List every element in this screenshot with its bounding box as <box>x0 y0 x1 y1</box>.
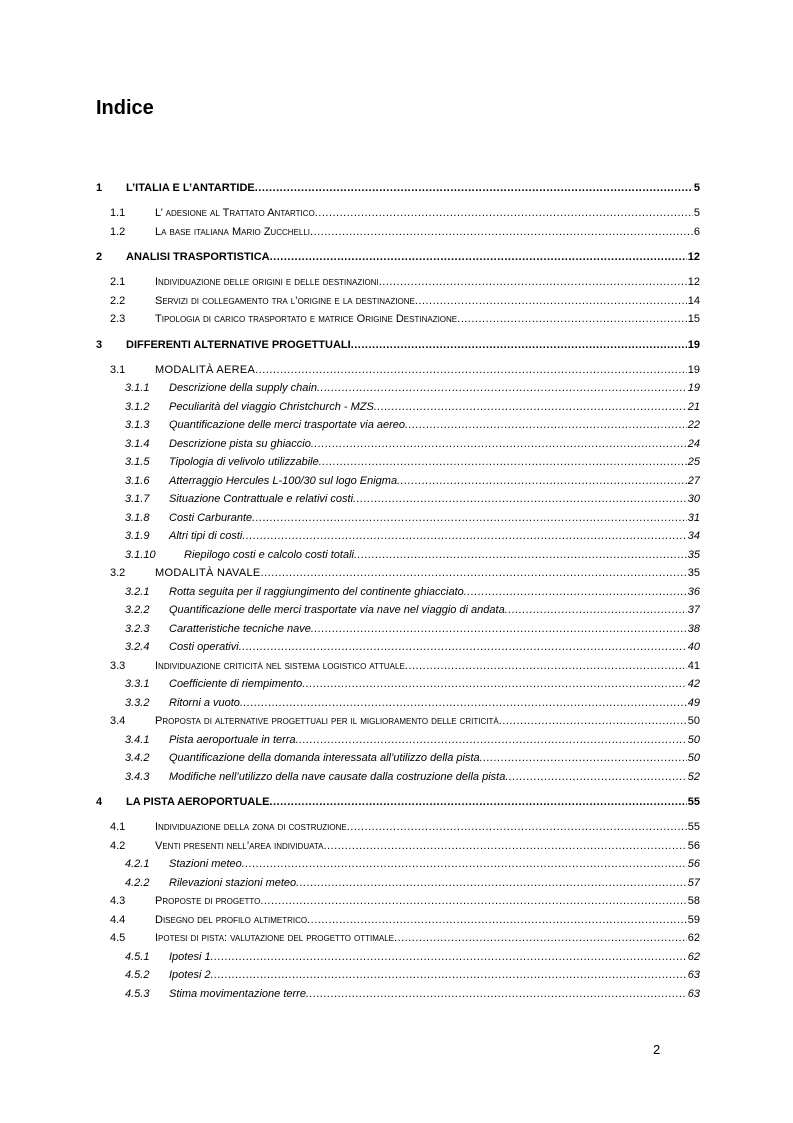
toc-number: 3.1.7 <box>125 493 150 505</box>
toc-text: DIFFERENTI ALTERNATIVE PROGETTUALI <box>126 338 351 351</box>
toc-entry-level2[interactable] <box>96 292 700 311</box>
toc-text: L’ITALIA E L’ANTARTIDE <box>126 182 255 194</box>
toc-text: Coefficiente di riempimento <box>169 678 303 690</box>
toc-text: Individuazione delle origini e delle destinazioni <box>155 276 379 288</box>
toc-entry-level2[interactable] <box>96 911 700 930</box>
toc-number: 4.3 <box>110 895 126 907</box>
toc-text: Servizi di collegamento tra l’origine e la destinazione <box>155 294 415 307</box>
toc-page: 27 <box>687 474 700 487</box>
toc-entry-level3[interactable] <box>96 874 700 893</box>
toc-text: Peculiarità del viaggio Christchurch - MZS <box>169 400 374 413</box>
toc-page: 57 <box>687 876 700 889</box>
toc-number: 3.1.10 <box>125 548 156 561</box>
toc-text: La base italiana Mario Zucchelli <box>155 225 311 238</box>
toc-text: Ipotesi di pista: valutazione del progetto ottimale <box>155 932 395 944</box>
toc-text: Quantificazione delle merci trasportate via aereo <box>169 419 406 431</box>
toc-entry-level3[interactable] <box>96 749 700 768</box>
toc-page: 41 <box>687 659 700 672</box>
toc-text: Disegno del profilo altimetrico <box>155 913 308 926</box>
toc-entry-level2[interactable] <box>96 929 700 948</box>
toc-text: Descrizione della supply chain <box>169 382 317 394</box>
table-of-contents <box>96 172 700 1003</box>
toc-entry-level3[interactable] <box>96 675 700 694</box>
toc-entry-level3[interactable] <box>96 416 700 435</box>
toc-text: Ipotesi 2 <box>169 969 211 981</box>
toc-number: 3.4 <box>110 715 126 727</box>
toc-entry-level1[interactable] <box>96 247 700 267</box>
toc-page: 49 <box>687 696 700 709</box>
toc-text: Modifiche nell’utilizzo della nave causate dalla costruzione della pista <box>169 770 506 783</box>
toc-entry-level1[interactable] <box>96 178 700 198</box>
toc-page: 50 <box>687 752 700 764</box>
toc-entry-level3[interactable] <box>96 490 700 509</box>
toc-number: 3.2.1 <box>125 585 150 598</box>
toc-entry-level3[interactable] <box>96 694 700 713</box>
toc-number: 3.4.3 <box>125 770 150 783</box>
toc-number: 4 <box>96 796 103 808</box>
toc-text: L’ adesione al Trattato Antartico <box>155 207 315 219</box>
toc-text: Stazioni meteo <box>169 858 242 870</box>
toc-page: 50 <box>687 733 700 746</box>
toc-entry-level3[interactable] <box>96 583 700 602</box>
toc-entry-level2[interactable] <box>96 892 700 911</box>
toc-page: 37 <box>687 604 700 616</box>
toc-page: 22 <box>687 419 700 431</box>
toc-number: 3.2.2 <box>125 604 150 616</box>
toc-entry-level3[interactable] <box>96 472 700 491</box>
toc-number: 3.2.4 <box>125 641 150 653</box>
toc-entry-level3[interactable] <box>96 620 700 639</box>
toc-number: 4.5.3 <box>125 987 150 1000</box>
toc-entry-level3[interactable] <box>96 966 700 985</box>
toc-text: Stima movimentazione terre <box>169 987 306 1000</box>
toc-text: Tipologia di velivolo utilizzabile <box>169 456 319 468</box>
toc-number: 4.1 <box>110 821 126 833</box>
toc-page: 42 <box>687 678 700 690</box>
toc-text: MODALITÀ NAVALE <box>155 567 261 579</box>
toc-page: 55 <box>687 821 700 833</box>
toc-number: 3.1 <box>110 363 126 376</box>
toc-entry-level3[interactable] <box>96 527 700 546</box>
toc-text: Costi operativi <box>169 641 239 653</box>
toc-text: Rotta seguita per il raggiungimento del continente ghiacciato <box>169 585 464 598</box>
toc-page: 35 <box>687 548 700 561</box>
toc-page: 38 <box>687 622 700 635</box>
toc-page: 40 <box>687 641 700 653</box>
toc-number: 4.5 <box>110 932 126 944</box>
toc-page: 50 <box>687 715 700 727</box>
toc-text: Descrizione pista su ghiaccio <box>169 437 311 450</box>
toc-text: MODALITÀ AEREA <box>155 363 256 376</box>
toc-number: 2.3 <box>110 313 126 325</box>
toc-number: 3.1.9 <box>125 530 150 542</box>
toc-number: 3.1.3 <box>125 419 150 431</box>
toc-number: 4.4 <box>110 913 126 926</box>
toc-text: Costi Carburante <box>169 511 253 524</box>
toc-text: Altri tipi di costi <box>169 530 243 542</box>
toc-entry-level2[interactable] <box>96 564 700 583</box>
toc-entry-level3[interactable] <box>96 435 700 454</box>
toc-page: 31 <box>687 511 700 524</box>
toc-number: 3.1.6 <box>125 474 150 487</box>
toc-entry-level3[interactable] <box>96 768 700 787</box>
toc-entry-level2[interactable] <box>96 657 700 676</box>
toc-page: 5 <box>693 182 700 194</box>
toc-page: 24 <box>687 437 700 450</box>
toc-text: LA PISTA AEROPORTUALE <box>126 796 270 808</box>
toc-entry-level3[interactable] <box>96 985 700 1004</box>
toc-page: 52 <box>687 770 700 783</box>
toc-entry-level3[interactable] <box>96 731 700 750</box>
toc-page: 56 <box>687 858 700 870</box>
toc-entry-level2[interactable] <box>96 273 700 292</box>
toc-page: 62 <box>687 932 700 944</box>
toc-text: Riepilogo costi e calcolo costi totali <box>184 548 354 561</box>
toc-page: 56 <box>687 839 700 852</box>
toc-entry-level3[interactable] <box>96 453 700 472</box>
toc-page: 34 <box>687 530 700 542</box>
toc-entry-level2[interactable] <box>96 223 700 242</box>
toc-number: 2.1 <box>110 276 126 288</box>
toc-entry-level2[interactable] <box>96 361 700 380</box>
toc-number: 3.3 <box>110 659 126 672</box>
toc-entry-level2[interactable] <box>96 712 700 731</box>
toc-number: 2.2 <box>110 294 126 307</box>
toc-page: 62 <box>687 950 700 963</box>
toc-entry-level1[interactable] <box>96 792 700 812</box>
toc-number: 3.3.2 <box>125 696 150 709</box>
toc-number: 4.2 <box>110 839 126 852</box>
toc-number: 3.3.1 <box>125 678 150 690</box>
toc-number: 3.1.8 <box>125 511 150 524</box>
toc-number: 3.1.4 <box>125 437 150 450</box>
toc-number: 3.1.2 <box>125 400 150 413</box>
toc-number: 2 <box>96 251 103 263</box>
toc-number: 3.2.3 <box>125 622 150 635</box>
toc-entry-level3[interactable] <box>96 601 700 620</box>
toc-page: 55 <box>687 796 700 808</box>
toc-page: 63 <box>687 987 700 1000</box>
toc-page: 36 <box>687 585 700 598</box>
toc-text: Caratteristiche tecniche nave <box>169 622 311 635</box>
toc-text: Pista aeroportuale in terra <box>169 733 296 746</box>
toc-number: 4.2.1 <box>125 858 150 870</box>
toc-entry-level3[interactable] <box>96 398 700 417</box>
toc-page: 30 <box>687 493 700 505</box>
toc-entry-level2[interactable] <box>96 310 700 329</box>
toc-text: Proposte di progetto <box>155 895 261 907</box>
toc-text: Quantificazione della domanda interessata all’utilizzo della pista <box>169 752 480 764</box>
toc-entry-level2[interactable] <box>96 818 700 837</box>
toc-page: 5 <box>693 207 700 219</box>
toc-entry-level3[interactable] <box>96 948 700 967</box>
toc-number: 3.4.1 <box>125 733 150 746</box>
toc-number: 1 <box>96 182 103 194</box>
toc-number: 1.1 <box>110 207 126 219</box>
toc-page: 19 <box>687 338 700 351</box>
toc-number: 4.5.2 <box>125 969 150 981</box>
toc-page: 12 <box>687 276 700 288</box>
toc-page: 63 <box>687 969 700 981</box>
toc-text: Individuazione della zona di costruzione <box>155 821 347 833</box>
toc-entry-level3[interactable] <box>96 855 700 874</box>
toc-number: 4.2.2 <box>125 876 150 889</box>
toc-text: Proposta di alternative progettuali per il miglioramento delle criticità <box>155 715 499 727</box>
toc-page: 6 <box>693 225 700 238</box>
toc-text: Ritorni a vuoto <box>169 696 240 709</box>
toc-text: Atterraggio Hercules L-100/30 sul logo Enigma <box>169 474 398 487</box>
toc-number: 3.1.1 <box>125 382 150 394</box>
toc-page: 58 <box>687 895 700 907</box>
toc-page: 12 <box>687 251 700 263</box>
toc-page: 59 <box>687 913 700 926</box>
toc-text: Individuazione criticità nel sistema logistico attuale <box>155 659 405 672</box>
toc-page: 21 <box>687 400 700 413</box>
toc-text: Situazione Contrattuale e relativi costi <box>169 493 354 505</box>
toc-number: 3 <box>96 338 103 351</box>
toc-text: Venti presenti nell’area individuata <box>155 839 324 852</box>
page-title: Indice <box>96 97 154 119</box>
toc-entry-level3[interactable] <box>96 379 700 398</box>
toc-page: 14 <box>687 294 700 307</box>
toc-text: Tipologia di carico trasportato e matrice Origine Destinazione <box>155 313 458 325</box>
toc-entry-level3[interactable] <box>96 638 700 657</box>
toc-page: 25 <box>687 456 700 468</box>
toc-entry-level2[interactable] <box>96 204 700 223</box>
toc-entry-level3[interactable] <box>96 546 700 565</box>
toc-entry-level2[interactable] <box>96 837 700 856</box>
toc-number: 3.4.2 <box>125 752 150 764</box>
toc-page: 35 <box>687 567 700 579</box>
toc-text: Ipotesi 1 <box>169 950 211 963</box>
toc-number: 4.5.1 <box>125 950 150 963</box>
toc-text: Quantificazione delle merci trasportate via nave nel viaggio di andata <box>169 604 505 616</box>
toc-text: Rilevazioni stazioni meteo <box>169 876 297 889</box>
toc-entry-level1[interactable] <box>96 335 700 355</box>
toc-number: 3.1.5 <box>125 456 150 468</box>
toc-number: 3.2 <box>110 567 126 579</box>
toc-page: 19 <box>687 382 700 394</box>
toc-page: 15 <box>687 313 700 325</box>
page-number: 2 <box>653 1042 661 1057</box>
toc-entry-level3[interactable] <box>96 509 700 528</box>
toc-page: 19 <box>687 363 700 376</box>
toc-number: 1.2 <box>110 225 126 238</box>
toc-text: ANALISI TRASPORTISTICA <box>126 251 270 263</box>
